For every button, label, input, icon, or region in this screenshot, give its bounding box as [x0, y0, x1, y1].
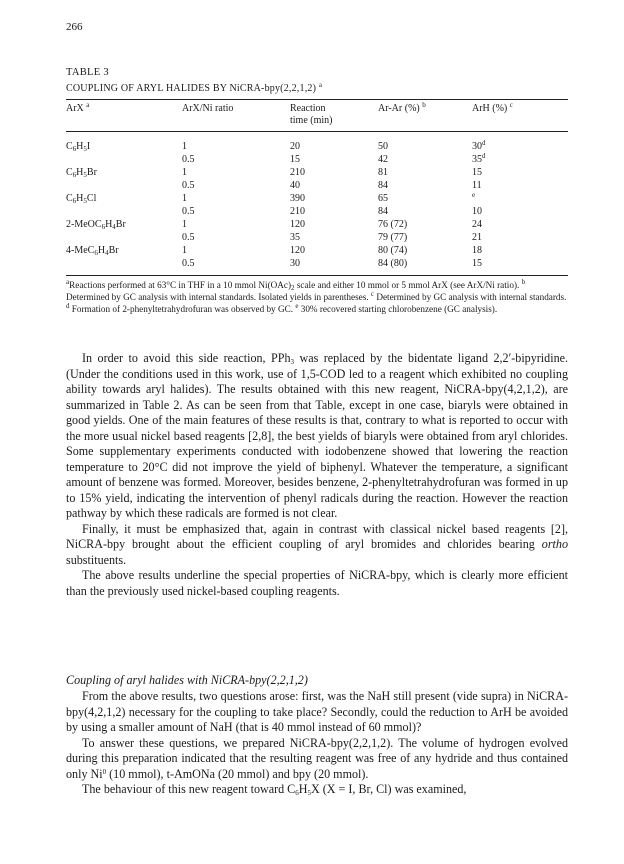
cell-arh: 24	[472, 219, 482, 230]
paragraph: The behaviour of this new reagent toward $C_6H_5X$ (X = I, Br, Cl) was examined,	[82, 782, 467, 797]
paragraph: To answer these questions, we prepared NiCRA-bpy(2,2,1,2). The volume of hydrogen evolved during this preparation indicated that the resulting reagent was free of any hydride and thus contained only Ni$^0$ (10 mmol), t-AmONa (20 mmol) and bpy (20 mmol).	[66, 735, 568, 781]
table-top-rule	[66, 99, 568, 100]
cell-arar: 50	[378, 141, 388, 152]
cell-arar: 42	[378, 154, 388, 165]
cell-arh: 18	[472, 245, 482, 256]
cell-ratio: 0.5	[182, 206, 195, 217]
cell-arh: 30$^d$	[472, 139, 486, 152]
body-text-upper	[66, 351, 568, 599]
cell-arar: 84	[378, 206, 388, 217]
paragraph: Finally, it must be emphasized that, again in contrast with classical nickel based reagents [2], NiCRA-bpy brought about the efficient coupling of aryl bromides and chlorides bearing ortho substituents.	[66, 521, 568, 567]
col-header-time: Reaction time (min)	[290, 103, 333, 126]
cell-arar: 84	[378, 180, 388, 191]
cell-arh: 35$^d$	[472, 152, 486, 165]
cell-arar: 84 (80)	[378, 258, 408, 269]
table-caption: COUPLING OF ARYL HALIDES BY NiCRA-bpy(2,2,1,2) $^a$	[66, 81, 323, 94]
col-header-arx: ArX $^a$	[66, 101, 90, 114]
caption-footnote-mark: a	[318, 81, 323, 89]
col-header-ratio: ArX/Ni ratio	[182, 103, 234, 114]
table-label: TABLE 3	[66, 67, 109, 78]
cell-time: 35	[290, 232, 300, 243]
cell-time: 210	[290, 167, 305, 178]
paragraph: The above results underline the special properties of NiCRA-bpy, which is clearly more efficient than the previously used nickel-based coupling reagents.	[66, 568, 568, 598]
cell-time: 210	[290, 206, 305, 217]
cell-arh: e	[472, 191, 476, 199]
cell-arx: $C_6H_5I$	[66, 141, 91, 153]
cell-arx: $4-MeC_6H_4Br$	[66, 245, 119, 257]
cell-ratio: 1	[182, 167, 187, 178]
section-heading: Coupling of aryl halides with NiCRA-bpy(2,2,1,2)	[66, 673, 308, 687]
cell-arh: 10	[472, 206, 482, 217]
cell-arar: 81	[378, 167, 388, 178]
cell-arh: 21	[472, 232, 482, 243]
cell-arh: 15	[472, 167, 482, 178]
cell-arar: 76 (72)	[378, 219, 408, 230]
cell-ratio: 1	[182, 193, 187, 204]
paragraph: From the above results, two questions arose: first, was the NaH still present (vide supra) in NiCRA-bpy(4,2,1,2) necessary for the coupling to take place? Secondly, could the reduction to ArH be avoided by using a smaller amount of NaH (that is 40 mmol instead of 60 mmol)?	[66, 689, 568, 734]
table-footnotes: $^a$Reactions performed at 63°C in THF in a 10 mmol $Ni(OAc)_2$ scale and either 10 mmol or 5 mmol ArX (see ArX/Ni ratio). $^b$ Determined by GC analysis with internal standards. Isolated yields in parentheses. $^c$ Determined by GC analysis with internal standards. $^d$ Formation of 2-phenyltetrahydrofuran was observed by GC. $^e$ 30% recovered starting chlorobenzene (GC analysis).	[66, 278, 567, 314]
cell-ratio: 1	[182, 245, 187, 256]
cell-ratio: 0.5	[182, 154, 195, 165]
cell-arx: $2-MeOC_6H_4Br$	[66, 219, 126, 231]
cell-time: 120	[290, 219, 305, 230]
col-header-arar: Ar-Ar (%) $^b$	[378, 101, 426, 114]
paragraph: In order to avoid this side reaction, PPh$_3$ was replaced by the bidentate ligand 2,2′-bipyridine. (Under the conditions used in this work, use of 1,5-COD led to a reagent which exhibited no coupling ability towards aryl halides). The results obtained with this new reagent, NiCRA-bpy(4,2,1,2), are summarized in Table 2. As can be seen from that Table, except in one case, biaryls were obtained in good yields. One of the main features of these results is that, contrary to what is reported to occur with the more usual nickel based reagents [2,8], the best yields of biaryls were obtained from aryl chlorides. Some supplementary experiments conducted with iodobenzene showed that lowering the reaction temperature to 20°C did not improve the yield of biphenyl. Whatever the temperature, a significant amount of benzene was formed. Moreover, besides benzene, 2-phenyltetrahydrofuran was formed in up to 15% yield, indicating the intervention of phenyl radicals during the reaction. However the reaction pathway by which these radicals are formed is not clear.	[66, 351, 569, 520]
cell-arar: 80 (74)	[378, 245, 408, 256]
cell-arh: 15	[472, 258, 482, 269]
cell-ratio: 1	[182, 219, 187, 230]
cell-arar: 65	[378, 193, 388, 204]
cell-time: 40	[290, 180, 300, 191]
cell-time: 15	[290, 154, 300, 165]
table-bottom-rule	[66, 275, 568, 276]
cell-arar: 79 (77)	[378, 232, 408, 243]
cell-ratio: 0.5	[182, 180, 195, 191]
col-header-arh: ArH (%) $^c$	[472, 101, 513, 114]
cell-time: 390	[290, 193, 305, 204]
cell-ratio: 1	[182, 141, 187, 152]
cell-time: 30	[290, 258, 300, 269]
cell-ratio: 0.5	[182, 258, 195, 269]
cell-time: 20	[290, 141, 300, 152]
table-header-rule	[66, 131, 568, 132]
body-text-lower	[66, 689, 568, 798]
cell-time: 120	[290, 245, 305, 256]
cell-arh: 11	[472, 180, 482, 191]
cell-arx: $C_6H_5Br$	[66, 167, 97, 179]
page-number: 266	[66, 21, 83, 33]
cell-arx: $C_6H_5Cl$	[66, 193, 97, 205]
cell-ratio: 0.5	[182, 232, 195, 243]
